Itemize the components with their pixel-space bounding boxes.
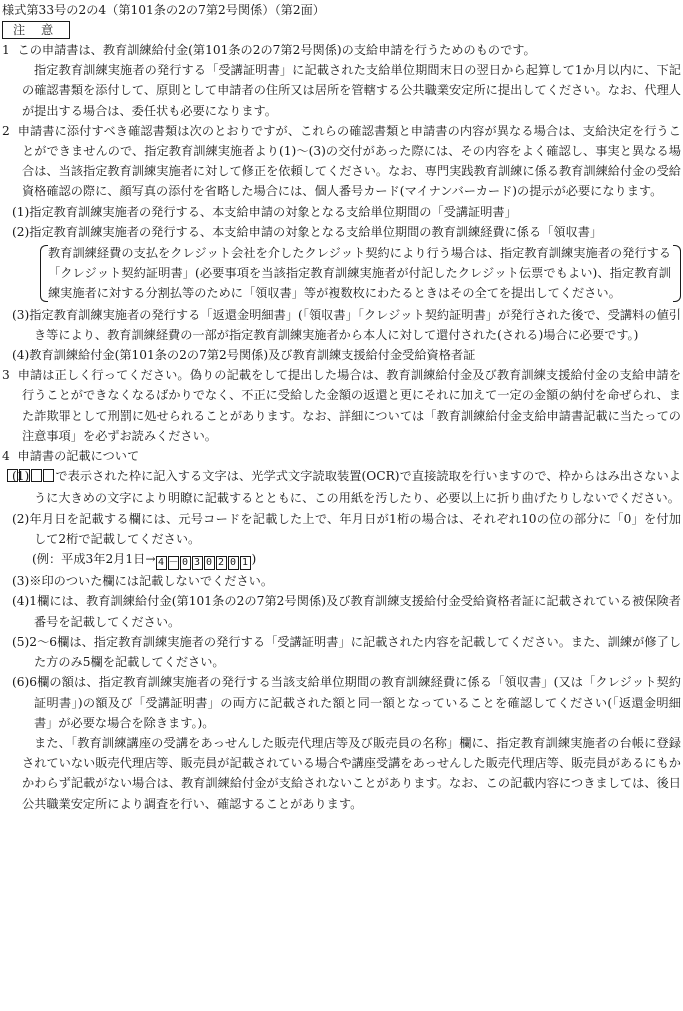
section-2-item-4: (4)教育訓練給付金(第101条の2の7第2号関係)及び教育訓練支援給付金受給資格者証 bbox=[12, 348, 476, 363]
date-digit: 0 bbox=[180, 556, 191, 570]
section-3 bbox=[2, 365, 681, 446]
section-2-item-2-note-text: 教育訓練経費の支払をクレジット会社を介したクレジット契約により行う場合は、指定教育訓練実施者の発行する「クレジット契約証明書」(必要事項を当該指定教育訓練実施者が付記したクレジット伝票でもよい)、指定教育訓練実施者に対する分割払等のために「領収書」等が複数枚にわたるときはその全てを提出してください。 bbox=[48, 246, 671, 301]
section-4-item-3: (3)※印のついた欄には記載しないでください。 bbox=[12, 574, 274, 589]
section-2-item-2: (2)指定教育訓練実施者の発行する、本支給申請の対象となる支給単位期間の教育訓練経費に係る「領収書」 bbox=[12, 224, 603, 239]
date-digit: － bbox=[168, 557, 179, 569]
section-1-paragraph: 指定教育訓練実施者の発行する「受講証明書」に記載された支給単位期間末日の翌日から起算して1か月以内に、下記の確認書類を添付して、原則として申請者の住所又は居所を管轄する公共職業安定所に提出してください。なお、代理人が提出する場合は、委任状も必要になります。 bbox=[22, 63, 681, 118]
date-digit: 4 bbox=[156, 556, 167, 570]
section-1-number: 1 bbox=[2, 43, 10, 57]
notice-header bbox=[2, 20, 681, 40]
section-4-item-6: (6)6欄の額は、指定教育訓練実施者の発行する当該支給単位期間の教育訓練経費に係る「領収書」(又は「クレジット契約証明書」)の額及び「受講証明書」の両方に記載された額と同一額となっていることを確認してください(「返還金明細書」が必要な場合を除きます。)。 bbox=[12, 675, 681, 730]
notice-title: 注 意 bbox=[2, 21, 70, 39]
notice-page bbox=[2, 0, 681, 814]
section-4-item-1-prefix: (1) bbox=[12, 469, 30, 484]
ocr-box-icon bbox=[29, 468, 55, 488]
section-4-item-1 bbox=[2, 466, 681, 508]
section-4-title: 申請書の記載について bbox=[17, 449, 140, 464]
section-4-item-2: (2)年月日を記載する欄には、元号コードを記載した上で、年月日が1桁の場合は、それぞれ10の位の部分に「0」を付加して2桁で記載してください。 bbox=[12, 511, 681, 546]
date-digit: 0 bbox=[204, 556, 215, 570]
section-3-number: 3 bbox=[2, 368, 10, 383]
form-id: 様式第33号の2の4（第101条の2の7第2号関係）（第2面） bbox=[2, 3, 325, 17]
section-1-text: この申請書は、教育訓練給付金(第101条の2の7第2号関係)の支給申請を行うためのものです。 bbox=[17, 43, 536, 57]
date-example-prefix: (例：平成3年2月1日→ bbox=[32, 552, 156, 567]
section-2-number: 2 bbox=[2, 123, 10, 138]
section-2-item-2-note bbox=[40, 243, 681, 304]
section-4-item-5: (5)2～6欄は、指定教育訓練実施者の発行する「受講証明書」に記載された内容を記載してください。また、訓練が修了した方のみ5欄を記載してください。 bbox=[12, 634, 681, 670]
section-4-item-4: (4)1欄には、教育訓練給付金(第101条の2の7第2号関係)及び教育訓練支援給付金受給資格者証に記載されている被保険者番号を記載してください。 bbox=[12, 594, 681, 629]
date-digit: 2 bbox=[216, 556, 227, 570]
section-2-text: 申請書に添付すべき確認書類は次のとおりですが、これらの確認書類と申請書の内容が異なる場合は、支給決定を行うことができませんので、指定教育訓練実施者より(1)～(3)の交付があった際には、その内容をよく確認し、事実と異なる場合は、当該指定教育訓練実施者に対して修正を依頼してください。なお、専門実践教育訓練に係る教育訓練給付金の受給資格確認の際に、顔写真の添付を省略した場合には、個人番号カード(マイナンバーカード)の提示が必要になります。 bbox=[17, 123, 681, 199]
section-4-item-1-text: で表示された枠に記入する文字は、光学式文字読取装置(OCR)で直接読取を行いますので、枠からはみ出さないように大きめの文字により明瞭に記載するとともに、この用紙を汚したり、必要以上に折り曲げたりしないでください。 bbox=[34, 469, 681, 506]
section-2-item-3: (3)指定教育訓練実施者の発行する「返還金明細書」(「領収書」「クレジット契約証明書」が発行された後で、受講料の値引き等により、教育訓練経費の一部が指定教育訓練実施者から本人に対して還付された(される)場合に必要です。) bbox=[12, 307, 681, 342]
date-example-suffix: ) bbox=[251, 552, 257, 567]
section-4-number: 4 bbox=[2, 449, 10, 464]
section-2 bbox=[2, 121, 681, 202]
section-4 bbox=[2, 446, 681, 466]
section-2-item-1: (1)指定教育訓練実施者の発行する、本支給申請の対象となる支給単位期間の「受講証明書」 bbox=[12, 204, 517, 219]
date-example-digits bbox=[156, 551, 252, 571]
date-digit: 1 bbox=[240, 556, 251, 570]
date-digit: 0 bbox=[228, 556, 239, 570]
section-1 bbox=[2, 40, 681, 60]
section-4-item-6-paragraph: また、「教育訓練講座の受講をあっせんした販売代理店等及び販売員の名称」欄に、指定教育訓練実施者の台帳に登録されていない販売代理店等、販売員が記載されている場合や講座受講をあっせんした販売代理店等、販売員があるにもかかわらず記載がない場合は、教育訓練給付金が支給されないことがあります。なお、この記載内容につきましては、後日公共職業安定所により調査を行い、確認することがあります。 bbox=[22, 735, 681, 811]
date-digit: 3 bbox=[192, 556, 203, 570]
date-example bbox=[2, 549, 681, 571]
section-3-text: 申請は正しく行ってください。偽りの記載をして提出した場合は、教育訓練給付金及び教育訓練支援給付金の支給申請を行うことができなくなるばかりでなく、不正に受給した金額の返還と更にそれに加えて一定の金額の納付を命ぜられ、また詐欺罪として刑罰に処せられることがあります。なお、詳細については「教育訓練給付金支給申請書記載に当たっての注意事項」を必ずお読みください。 bbox=[17, 368, 682, 443]
